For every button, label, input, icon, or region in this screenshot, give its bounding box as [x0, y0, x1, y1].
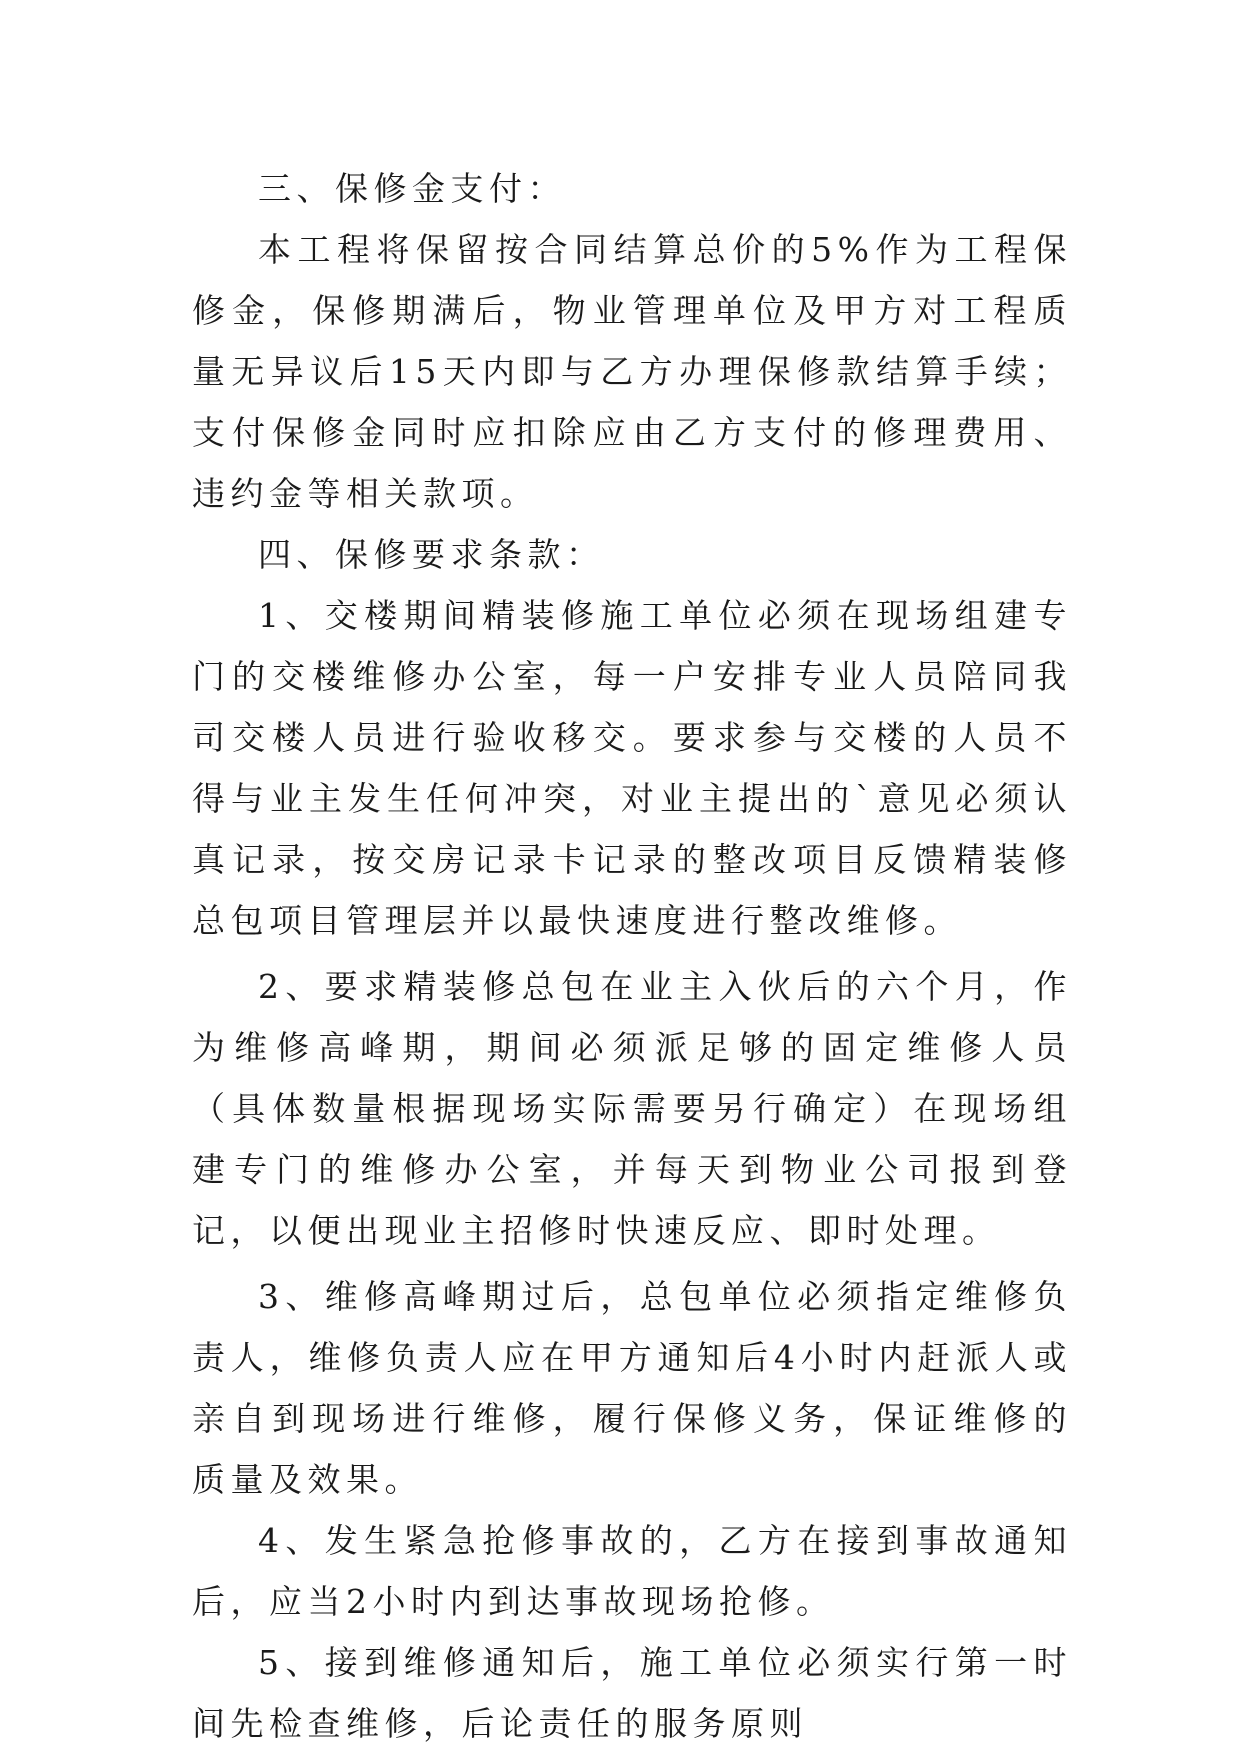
clause-5-service-principle: 5、接到维修通知后，施工单位必须实行第一时间先检查维修，后论责任的服务原则	[192, 1643, 1072, 1743]
clause-4-emergency-repair: 4、发生紧急抢修事故的，乙方在接到事故通知后，应当2小时内到达事故现场抢修。	[192, 1521, 1072, 1621]
clause-2-peak-maintenance: 2、要求精装修总包在业主入伙后的六个月，作为维修高峰期，期间必须派足够的固定维修人员（具体数量根据现场实际需要另行确定）在现场组建专门的维修办公室，并每天到物业公司报到登记，以便出现业主招修时快速反应、即时处理。	[192, 967, 1072, 1250]
section-heading-warranty-payment: 三、保修金支付：	[258, 169, 566, 208]
paragraph-warranty-retention: 本工程将保留按合同结算总价的5%作为工程保修金，保修期满后，物业管理单位及甲方对工程质量无异议后15天内即与乙方办理保修款结算手续；支付保修金同时应扣除应由乙方支付的修理费用、违约金等相关款项。	[192, 230, 1072, 513]
section-heading-warranty-requirements: 四、保修要求条款：	[258, 535, 605, 574]
clause-1-handover-office: 1、交楼期间精装修施工单位必须在现场组建专门的交楼维修办公室，每一户安排专业人员陪同我司交楼人员进行验收移交。要求参与交楼的人员不得与业主发生任何冲突，对业主提出的`意见必须认真记录，按交房记录卡记录的整改项目反馈精装修总包项目管理层并以最快速度进行整改维修。	[192, 596, 1072, 940]
clause-3-maintenance-lead: 3、维修高峰期过后，总包单位必须指定维修负责人，维修负责人应在甲方通知后4小时内赶派人或亲自到现场进行维修，履行保修义务，保证维修的质量及效果。	[192, 1277, 1072, 1499]
document-body	[192, 158, 1072, 1754]
